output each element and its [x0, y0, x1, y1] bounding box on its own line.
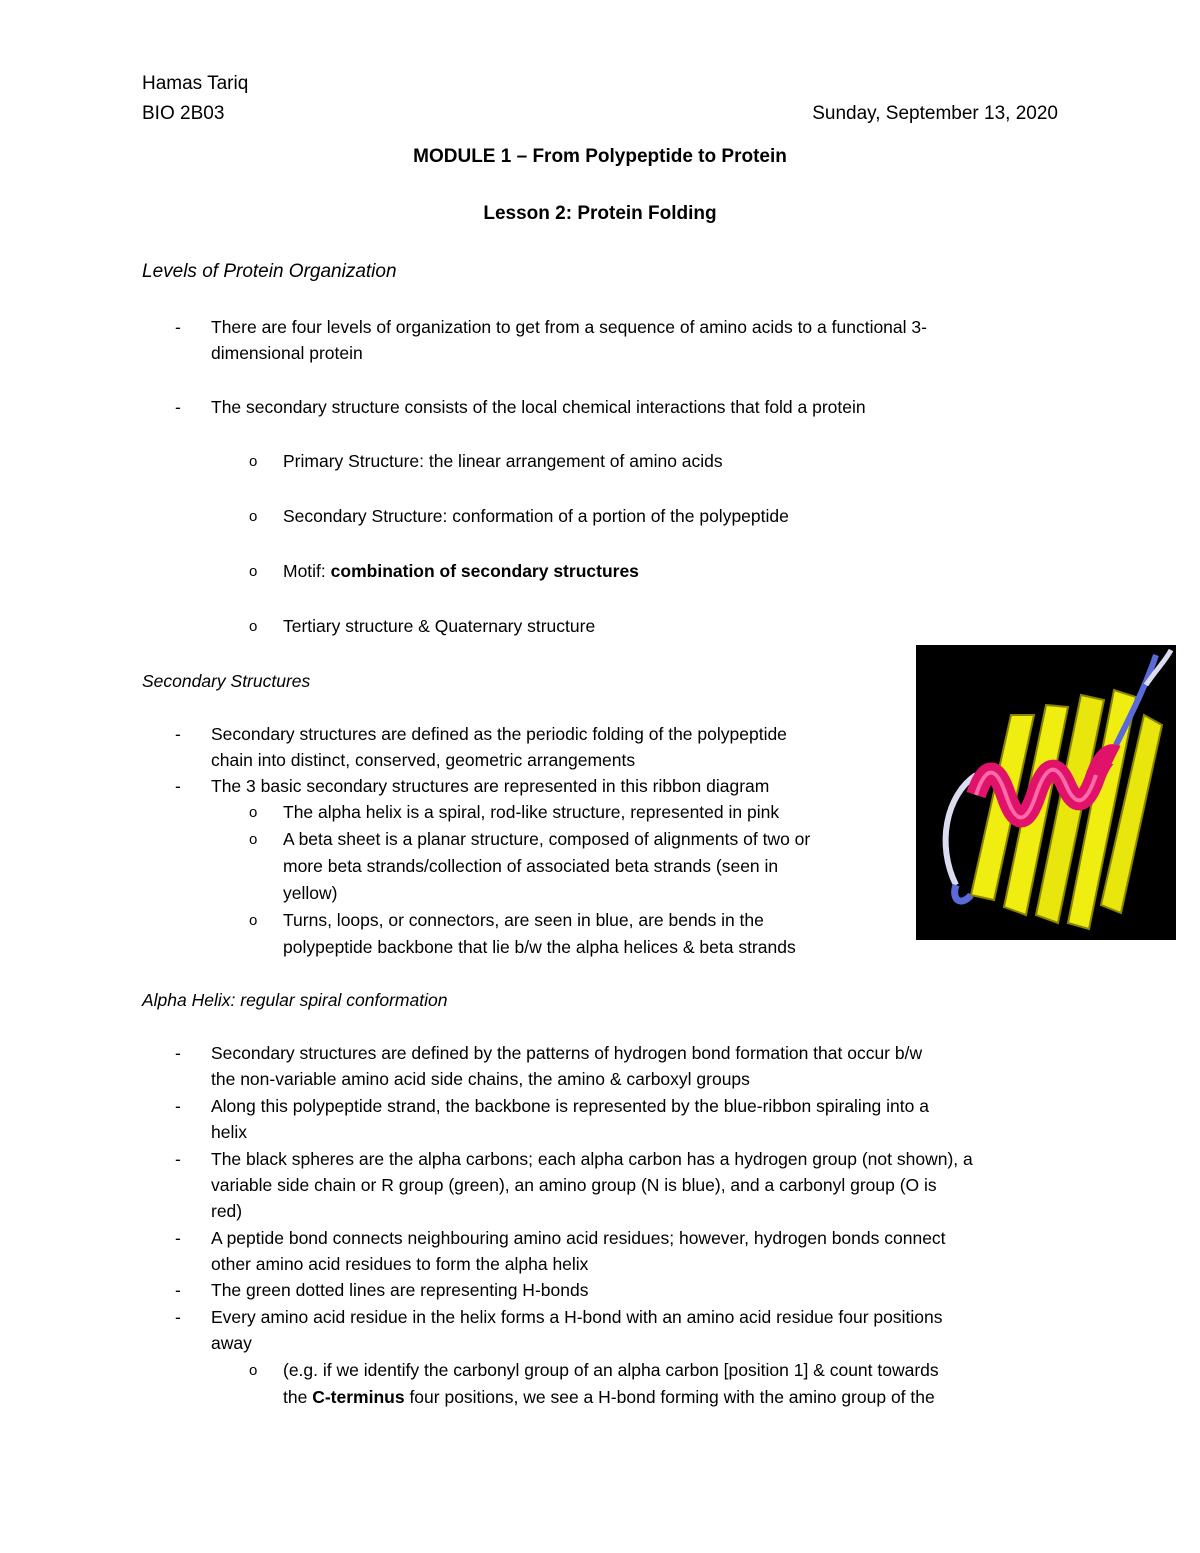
motif-label: Motif: [283, 561, 331, 581]
sub-bullet-text: A beta sheet is a planar structure, composed of alignments of two or [283, 829, 811, 849]
bullet-text: Secondary structures are defined by the patterns of hydrogen bond formation that occur b/w [211, 1043, 923, 1063]
section-heading-alpha-helix: Alpha Helix: regular spiral conformation [142, 990, 448, 1010]
bullet-text: The black spheres are the alpha carbons; each alpha carbon has a hydrogen group (not shown), a [211, 1149, 973, 1169]
sub-bullet-circle: o [249, 1362, 258, 1379]
bullet-text: away [211, 1333, 252, 1353]
sub-bullet-text: yellow) [283, 883, 338, 903]
sub-bullet-circle: o [249, 831, 258, 848]
sub-bullet-text: The alpha helix is a spiral, rod-like structure, represented in pink [283, 802, 780, 822]
sub-bullet-circle: o [249, 453, 258, 470]
bullet-text: other amino acid residues to form the alpha helix [211, 1254, 589, 1274]
section-heading-secondary: Secondary Structures [142, 671, 311, 691]
bullet-text: There are four levels of organization to get from a sequence of amino acids to a functional 3- [211, 317, 927, 337]
sub-bullet-text: Tertiary structure & Quaternary structure [283, 616, 596, 636]
bullet-text: The secondary structure consists of the local chemical interactions that fold a protein [211, 397, 866, 417]
sub-bullet-circle: o [249, 804, 258, 821]
c-terminus-term: C-terminus [312, 1387, 405, 1407]
sub-bullet-text [283, 1384, 935, 1411]
author-name: Hamas Tariq [142, 73, 249, 94]
sub-bullet-text: Primary Structure: the linear arrangement of amino acids [283, 451, 723, 471]
section-heading-levels: Levels of Protein Organization [142, 261, 397, 282]
sub-bullet-circle: o [249, 912, 258, 929]
text-run: four positions, we see a H-bond forming with the amino group of the [404, 1387, 935, 1407]
document-date: Sunday, September 13, 2020 [812, 103, 1058, 124]
bullet-dash: - [175, 1043, 181, 1063]
sub-bullet-text: (e.g. if we identify the carbonyl group of an alpha carbon [position 1] & count towards [283, 1360, 939, 1380]
course-code: BIO 2B03 [142, 103, 225, 124]
sub-bullet-text: Secondary Structure: conformation of a portion of the polypeptide [283, 506, 789, 526]
bullet-dash: - [175, 1307, 181, 1327]
bullet-text: dimensional protein [211, 343, 363, 363]
sub-bullet-circle: o [249, 563, 258, 580]
bullet-dash: - [175, 1149, 181, 1169]
bullet-dash: - [175, 724, 181, 744]
bullet-dash: - [175, 1096, 181, 1116]
sub-bullet-text [283, 558, 639, 585]
bullet-dash: - [175, 776, 181, 796]
bullet-dash: - [175, 317, 181, 337]
sub-bullet-text: polypeptide backbone that lie b/w the alpha helices & beta strands [283, 937, 796, 957]
bullet-text: Along this polypeptide strand, the backbone is represented by the blue-ribbon spiraling into a [211, 1096, 929, 1116]
bullet-text: A peptide bond connects neighbouring amino acid residues; however, hydrogen bonds connect [211, 1228, 946, 1248]
bullet-text: Secondary structures are defined as the periodic folding of the polypeptide [211, 724, 787, 744]
text-run: the [283, 1387, 313, 1407]
bullet-text: The 3 basic secondary structures are represented in this ribbon diagram [211, 776, 770, 796]
bullet-text: The green dotted lines are representing H-bonds [211, 1280, 589, 1300]
bullet-text: helix [211, 1122, 247, 1142]
sub-bullet-text: Turns, loops, or connectors, are seen in blue, are bends in the [283, 910, 764, 930]
bullet-text: Every amino acid residue in the helix forms a H-bond with an amino acid residue four positions [211, 1307, 943, 1327]
bullet-dash: - [175, 397, 181, 417]
bullet-dash: - [175, 1228, 181, 1248]
ribbon-diagram-svg [916, 645, 1176, 940]
sub-bullet-circle: o [249, 508, 258, 525]
bullet-text: the non-variable amino acid side chains, the amino & carboxyl groups [211, 1069, 750, 1089]
bullet-text: chain into distinct, conserved, geometric arrangements [211, 750, 636, 770]
motif-definition: combination of secondary structures [330, 561, 639, 581]
bullet-text: red) [211, 1201, 243, 1221]
ribbon-diagram-image [916, 645, 1176, 940]
bullet-dash: - [175, 1280, 181, 1300]
sub-bullet-circle: o [249, 618, 258, 635]
module-title: MODULE 1 – From Polypeptide to Protein [413, 146, 787, 167]
sub-bullet-text: more beta strands/collection of associated beta strands (seen in [283, 856, 779, 876]
lesson-title: Lesson 2: Protein Folding [483, 203, 717, 224]
bullet-text: variable side chain or R group (green), an amino group (N is blue), and a carbonyl group (O is [211, 1175, 937, 1195]
